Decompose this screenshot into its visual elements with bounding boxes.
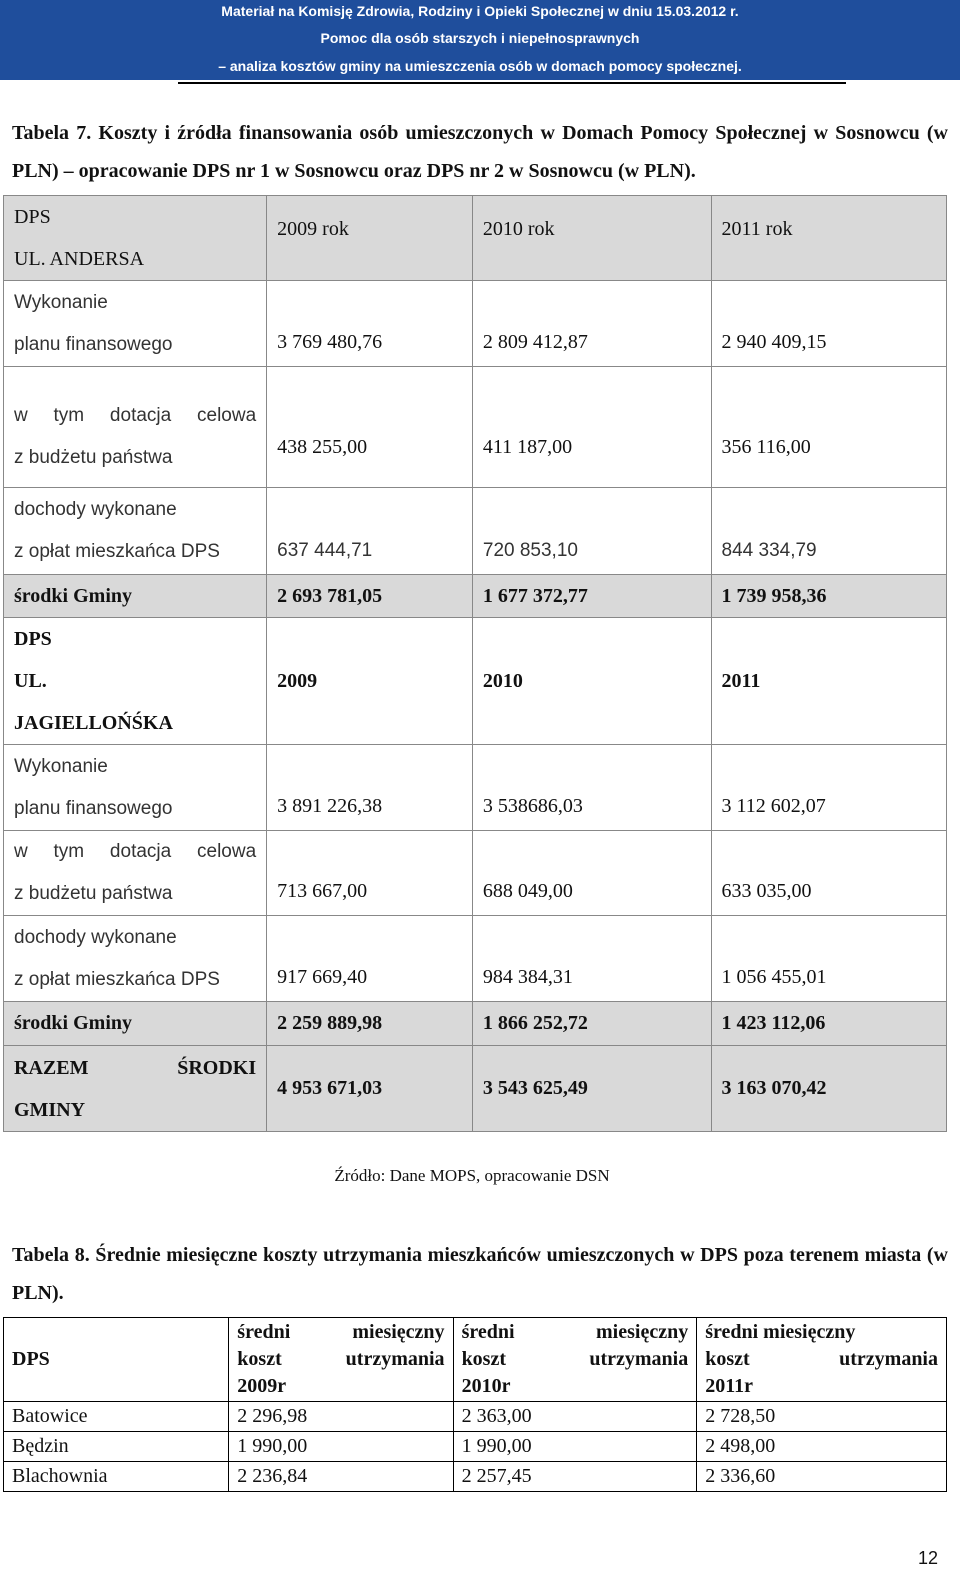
table7-s1-dot-label: w tym dotacja celowa z budżetu państwa xyxy=(4,367,267,488)
table8-cell-name: Batowice xyxy=(4,1402,229,1432)
table7-s2-plan-value: 3 112 602,07 xyxy=(711,745,946,831)
table7-s2-doch-label: dochody wykonane z opłat mieszkańca DPS xyxy=(4,916,267,1002)
table7-s1-doch-value: 844 334,79 xyxy=(711,488,946,575)
header-rule xyxy=(178,82,846,84)
table8-cell-value: 2 728,50 xyxy=(697,1402,947,1432)
table7-caption: Tabela 7. Koszty i źródła finansowania osób umieszczonych w Domach Pomocy Społecznej w Sosnowcu (w PLN) – opracowanie DPS nr 1 w Sosnowcu oraz DPS nr 2 w Sosnowcu (w PLN). xyxy=(12,122,948,182)
table7-s2-plan-value: 3 891 226,38 xyxy=(267,745,473,831)
table7-s1-plan-value: 3 769 480,76 xyxy=(267,281,473,367)
table8-cell-value: 2 336,60 xyxy=(697,1462,947,1492)
header-line-2: Pomoc dla osób starszych i niepełnosprawnych xyxy=(320,30,640,46)
page-number: 12 xyxy=(917,1548,938,1568)
table7-s1-gm-value: 2 693 781,05 xyxy=(267,575,473,618)
table7-s2-gm-label: środki Gminy xyxy=(4,1002,267,1046)
header-line-1: Materiał na Komisję Zdrowia, Rodziny i Opieki Społecznej w dniu 15.03.2012 r. xyxy=(221,3,739,19)
table7-s2-gm-value: 2 259 889,98 xyxy=(267,1002,473,1046)
table7-s2-year: 2010 xyxy=(472,618,711,745)
table7-s1-gm-value: 1 677 372,77 xyxy=(472,575,711,618)
table8-cell-value: 1 990,00 xyxy=(229,1432,453,1462)
header-line-3: – analiza kosztów gminy na umieszczenia osób w domach pomocy społecznej. xyxy=(218,58,742,74)
table7-s2-dot-value: 688 049,00 xyxy=(472,831,711,916)
table7-s2-dot-value: 633 035,00 xyxy=(711,831,946,916)
table7-s2-year: 2011 xyxy=(711,618,946,745)
table7-s2-plan-value: 3 538686,03 xyxy=(472,745,711,831)
table7-s1-dot-value: 438 255,00 xyxy=(267,367,473,488)
table8-cell-value: 2 236,84 xyxy=(229,1462,453,1492)
table7-s1-title: DPS UL. ANDERSA xyxy=(4,196,267,281)
table8-cell-name: Blachownia xyxy=(4,1462,229,1492)
table7-s1-gm-value: 1 739 958,36 xyxy=(711,575,946,618)
table7-s1-gm-label: środki Gminy xyxy=(4,575,267,618)
table8-cell-value: 2 257,45 xyxy=(453,1462,697,1492)
table7-total-value: 4 953 671,03 xyxy=(267,1046,473,1132)
table8-col-header: średni miesięczny koszt utrzymania 2009r xyxy=(229,1318,453,1402)
table7-s1-doch-value: 637 444,71 xyxy=(267,488,473,575)
table8 xyxy=(3,1317,947,1492)
table8-row xyxy=(4,1462,947,1492)
table7-s2-doch-value: 917 669,40 xyxy=(267,916,473,1002)
table8-cell-value: 1 990,00 xyxy=(453,1432,697,1462)
table7-s2-dot-value: 713 667,00 xyxy=(267,831,473,916)
table7-s1-dot-value: 356 116,00 xyxy=(711,367,946,488)
table8-col-header: średni miesięczny koszt utrzymania 2010r xyxy=(453,1318,697,1402)
table8-cell-value: 2 363,00 xyxy=(453,1402,697,1432)
table7-s2-plan-label: Wykonanie planu finansowego xyxy=(4,745,267,831)
table7-s2-year: 2009 xyxy=(267,618,473,745)
table7-s1-plan-value: 2 809 412,87 xyxy=(472,281,711,367)
table7-s1-plan-label: Wykonanie planu finansowego xyxy=(4,281,267,367)
table7-s1-year: 2011 rok xyxy=(711,196,946,281)
table8-cell-value: 2 296,98 xyxy=(229,1402,453,1432)
table7-s1-year: 2009 rok xyxy=(267,196,473,281)
table7-s1-dot-value: 411 187,00 xyxy=(472,367,711,488)
table7-s1-plan-value: 2 940 409,15 xyxy=(711,281,946,367)
table7-s1-year: 2010 rok xyxy=(472,196,711,281)
table7 xyxy=(3,195,947,1132)
table7-total-label: RAZEM ŚRODKI GMINY xyxy=(4,1046,267,1132)
table7-s1-doch-label: dochody wykonane z opłat mieszkańca DPS xyxy=(4,488,267,575)
table7-s2-title: DPS UL. JAGIELLOŃŚKA xyxy=(4,618,267,745)
table7-s2-doch-value: 984 384,31 xyxy=(472,916,711,1002)
table7-s2-gm-value: 1 866 252,72 xyxy=(472,1002,711,1046)
table8-col-header: średni miesięczny koszt utrzymania 2011r xyxy=(697,1318,947,1402)
table8-caption: Tabela 8. Średnie miesięczne koszty utrzymania mieszkańców umieszczonych w DPS poza terenem miasta (w PLN). xyxy=(12,1244,948,1304)
table7-s1-doch-value: 720 853,10 xyxy=(472,488,711,575)
table7-s2-gm-value: 1 423 112,06 xyxy=(711,1002,946,1046)
table8-cell-value: 2 498,00 xyxy=(697,1432,947,1462)
table8-row xyxy=(4,1432,947,1462)
table7-total-value: 3 543 625,49 xyxy=(472,1046,711,1132)
table8-cell-name: Będzin xyxy=(4,1432,229,1462)
table8-row xyxy=(4,1402,947,1432)
table7-s2-dot-label: w tym dotacja celowa z budżetu państwa xyxy=(4,831,267,916)
table7-source: Źródło: Dane MOPS, opracowanie DSN xyxy=(334,1166,610,1185)
table8-col-dps: DPS xyxy=(4,1318,229,1402)
table7-s2-doch-value: 1 056 455,01 xyxy=(711,916,946,1002)
table7-total-value: 3 163 070,42 xyxy=(711,1046,946,1132)
